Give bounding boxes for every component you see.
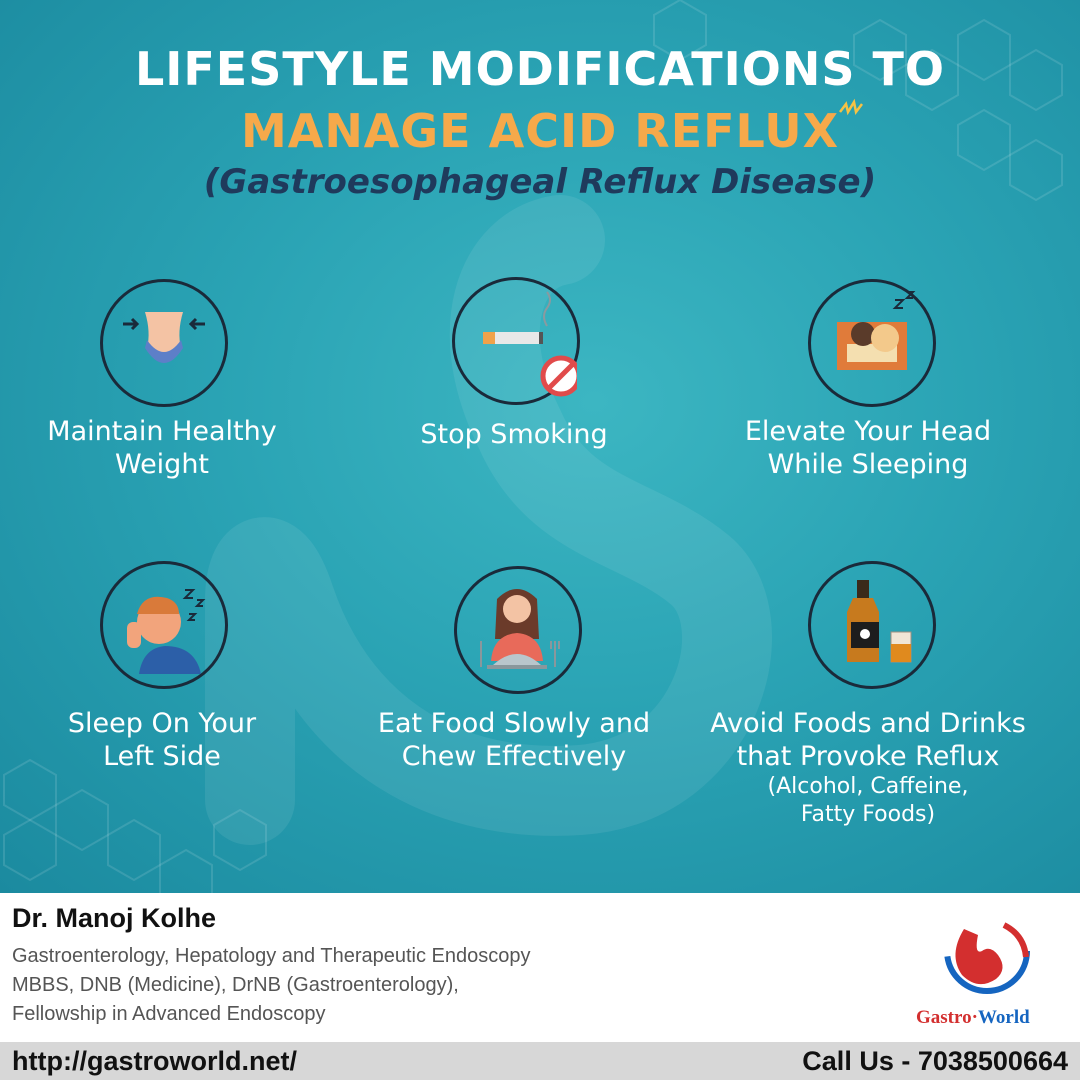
gastro-world-logo-text: Gastro·World xyxy=(916,1007,1030,1028)
title-line-3: (Gastroesophageal Reflux Disease) xyxy=(203,162,877,202)
sleeping-elevated-icon xyxy=(811,282,933,404)
tip-elevate-icon-circle xyxy=(808,279,936,407)
tip-smoking-label: Stop Smoking xyxy=(420,419,608,450)
tip-weight-label: Maintain Healthy Weight xyxy=(47,416,277,480)
alcohol-bottle-icon xyxy=(811,564,933,686)
waist-measure-icon xyxy=(103,282,225,404)
phone-number[interactable]: Call Us - 7038500664 xyxy=(802,1046,1068,1076)
tip-eat-slowly-icon-circle xyxy=(454,566,582,694)
tip-weight-icon-circle xyxy=(100,279,228,407)
tip-left-side-label: Sleep On Your Left Side xyxy=(67,708,257,772)
doctor-qualifications: MBBS, DNB (Medicine), DrNB (Gastroenterology), xyxy=(12,974,459,996)
doctor-specialty: Gastroenterology, Hepatology and Therapeutic Endoscopy xyxy=(12,945,531,967)
contact-bar xyxy=(0,1042,1080,1080)
title-line-1: LIFESTYLE MODIFICATIONS TO xyxy=(134,42,946,96)
woman-eating-icon xyxy=(457,569,579,691)
tip-avoid-foods-icon-circle xyxy=(808,561,936,689)
no-smoking-icon xyxy=(455,280,577,402)
tip-avoid-foods-label: Avoid Foods and Drinks that Provoke Reflux (Alcohol, Caffeine, Fatty Foods) xyxy=(710,708,1026,827)
burn-spark-icon xyxy=(836,90,866,130)
title-line-2: MANAGE ACID REFLUX xyxy=(240,104,840,158)
gastro-world-logo-icon xyxy=(934,905,1040,1001)
sleepy-person-icon xyxy=(103,564,225,686)
doctor-name: Dr. Manoj Kolhe xyxy=(12,903,217,933)
tip-elevate-label: Elevate Your Head While Sleeping xyxy=(744,416,992,480)
tip-eat-slowly-label: Eat Food Slowly and Chew Effectively xyxy=(377,708,651,772)
website-link[interactable]: http://gastroworld.net/ xyxy=(12,1046,297,1076)
doctor-info-footer xyxy=(0,893,1080,1042)
doctor-fellowship: Fellowship in Advanced Endoscopy xyxy=(12,1003,326,1025)
tip-smoking-icon-circle xyxy=(452,277,580,405)
tip-left-side-icon-circle xyxy=(100,561,228,689)
